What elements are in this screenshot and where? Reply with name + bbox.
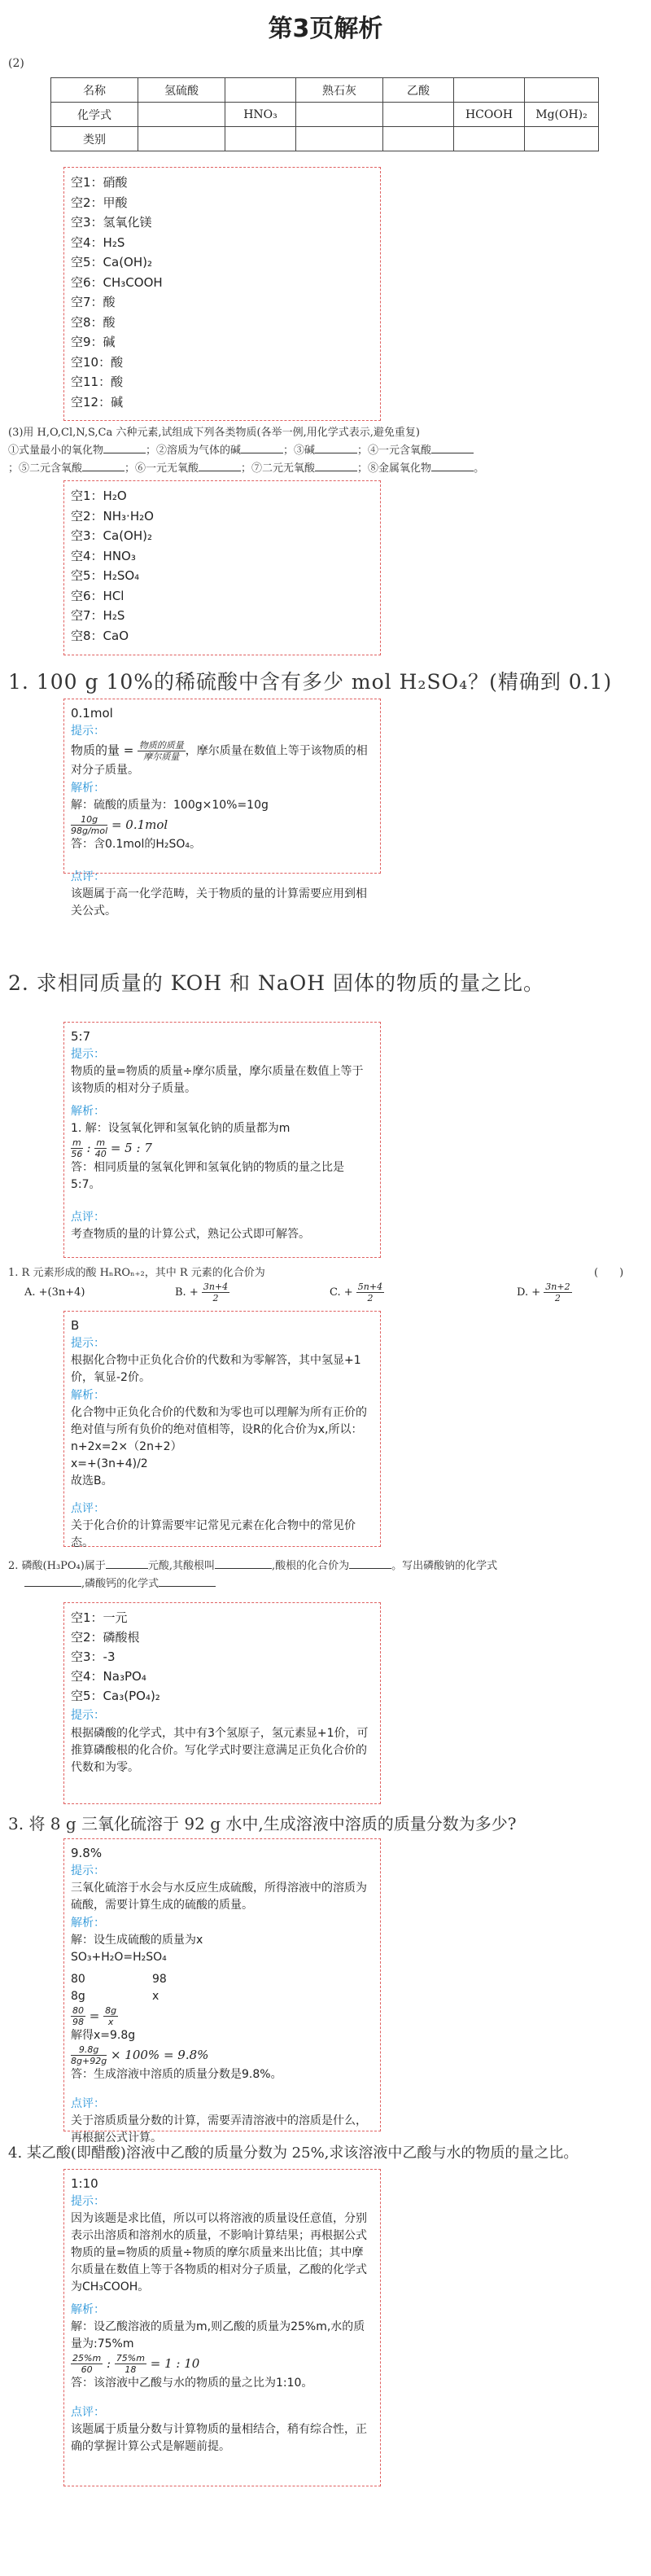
question-text: ；⑥一元无氧酸 bbox=[125, 462, 199, 475]
table-cell: 熟石灰 bbox=[296, 78, 383, 103]
answer-item: 空3：-3 bbox=[71, 1649, 116, 1664]
question-text: ；④一元含氧酸 bbox=[357, 445, 432, 457]
equals: = bbox=[89, 2009, 100, 2023]
stoich-value: 98 bbox=[152, 1973, 167, 1986]
answer-box-q1 bbox=[63, 699, 381, 918]
fraction bbox=[71, 2005, 85, 2027]
analysis-answer: 答：相同质量的氢氧化钾和氢氧化钠的物质的量之比是5:7。 bbox=[71, 1161, 344, 1191]
comment-text: 考查物质的量的计算公式，熟记公式即可解答。 bbox=[71, 1228, 310, 1241]
table-cell bbox=[454, 78, 525, 103]
analysis-formula bbox=[71, 814, 374, 836]
blank bbox=[215, 1568, 272, 1569]
question-text: 。写出磷酸钠的化学式 bbox=[391, 1560, 498, 1572]
answer-box-q3 bbox=[63, 1311, 381, 1547]
analysis-label: 解析： bbox=[71, 1917, 105, 1930]
denominator: 98 bbox=[72, 2017, 84, 2027]
analysis-label: 解析： bbox=[71, 2303, 105, 2316]
option-c bbox=[330, 1281, 384, 1303]
answer-paren: ( ) bbox=[594, 1267, 624, 1279]
option-label: C. + bbox=[330, 1286, 353, 1299]
numerator: 物质的质量 bbox=[138, 740, 184, 751]
hint-text: 根据磷酸的化学式，其中有3个氢原子，氢元素显+1价，可推算磷酸根的化合价。写化学式时要注意满足正负化合价的代数和为零。 bbox=[71, 1727, 369, 1774]
answer-item: 空3：氢氧化镁 bbox=[71, 215, 152, 230]
table-cell bbox=[454, 127, 525, 151]
comment-label: 点评： bbox=[71, 1211, 105, 1224]
answer-item: 空4：H₂S bbox=[71, 234, 125, 250]
fraction bbox=[356, 1281, 384, 1303]
denominator: x bbox=[107, 2017, 114, 2027]
question-3: 1. R 元素形成的酸 HₙROₙ₊₂，其中 R 元素的化合价为 bbox=[8, 1267, 265, 1279]
answer-item: 空8：酸 bbox=[71, 314, 116, 330]
comment-label: 点评： bbox=[71, 2097, 105, 2110]
stoich-value: 8g bbox=[71, 1990, 85, 2003]
question-text: ；③碱 bbox=[283, 445, 316, 457]
fraction bbox=[202, 1281, 229, 1303]
analysis-line: 1. 解：设氢氧化钾和氢氧化钠的质量都为m bbox=[71, 1122, 291, 1135]
denominator: 98g/mol bbox=[71, 826, 108, 836]
numerator: 5n+4 bbox=[357, 1281, 383, 1292]
fraction bbox=[138, 740, 186, 762]
answer-item: 空12：碱 bbox=[71, 394, 124, 410]
comment-label: 点评： bbox=[71, 1502, 105, 1515]
answer-item: 空1：硝酸 bbox=[71, 175, 128, 190]
table-cell bbox=[225, 78, 296, 103]
answer-text: B bbox=[71, 1318, 80, 1333]
hint-text: 物质的量=物质的质量÷摩尔质量，摩尔质量在数值上等于该物质的相对分子质量。 bbox=[71, 1065, 364, 1095]
table-row bbox=[51, 103, 599, 127]
denominator: 18 bbox=[125, 2364, 137, 2375]
stoich-table bbox=[71, 1971, 374, 2005]
question-text: ；②溶质为气体的碱 bbox=[146, 445, 242, 457]
result: = 5 : 7 bbox=[110, 1141, 152, 1155]
hint-text bbox=[71, 740, 374, 779]
hint-label: 提示： bbox=[71, 1709, 105, 1722]
ratio-formula: $\frac{25\%m}{60}$ : $\frac{75\%m}{18}$ = 1 : 10 bbox=[72, 2353, 200, 2375]
question-5: 3. 将 8 g 三氧化硫溶于 92 g 水中,生成溶液中溶质的质量分数为多少? bbox=[8, 1814, 517, 1833]
substance-table bbox=[50, 77, 599, 151]
analysis-answer: 答：生成溶液中溶质的质量分数是9.8%。 bbox=[71, 2068, 282, 2081]
row-label: 化学式 bbox=[51, 103, 138, 127]
analysis-line: x=+(3n+4)/2 bbox=[71, 1457, 148, 1470]
question-text: ；⑧金属氧化物 bbox=[357, 462, 432, 475]
question-text: 2. 磷酸(H₃PO₄)属于 bbox=[8, 1560, 106, 1572]
table-cell bbox=[296, 103, 383, 127]
numerator: 3n+2 bbox=[545, 1281, 570, 1292]
table-cell: 氢硫酸 bbox=[138, 78, 225, 103]
denominator: 2 bbox=[367, 1293, 374, 1303]
question-6: 4. 某乙酸(即醋酸)溶液中乙酸的质量分数为 25%,求该溶液中乙酸与水的物质的量之比。 bbox=[8, 2144, 579, 2162]
blank bbox=[349, 1568, 391, 1569]
question-text: 。 bbox=[474, 462, 485, 475]
option-b bbox=[175, 1281, 229, 1303]
question-text: ,酸根的化合价为 bbox=[272, 1560, 350, 1572]
analysis-answer: 答：该溶液中乙酸与水的物质的量之比为1:10。 bbox=[71, 2377, 313, 2390]
hint-label: 提示： bbox=[71, 1337, 105, 1350]
denominator: 40 bbox=[94, 1149, 107, 1159]
comment-text: 关于溶质质量分数的计算，需要弄清溶液中的溶质是什么，再根据公式计算。 bbox=[71, 2114, 367, 2144]
denominator: 60 bbox=[81, 2364, 93, 2375]
answer-item: 空4：Na₃PO₄ bbox=[71, 1669, 146, 1684]
hint-text: 因为该题是求比值，所以可以将溶液的质量设任意值，分别表示出溶质和溶剂水的质量，不影响计算结果；再根据公式物质的量=物质的质量÷物质的摩尔质量来出比值；其中摩尔质量在数值上等于各物质的相对分子质量，乙酸的化学式为CH₃COOH。 bbox=[71, 2212, 367, 2293]
question-2: 2. 求相同质量的 KOH 和 NaOH 固体的物质的量之比。 bbox=[8, 971, 544, 995]
answer-item: 空10：酸 bbox=[71, 354, 124, 370]
question-4 bbox=[8, 1557, 643, 1593]
question-text: ,磷酸钙的化学式 bbox=[81, 1578, 159, 1590]
answer-box-q2 bbox=[63, 1022, 381, 1258]
answer-box-q4 bbox=[63, 1602, 381, 1804]
numerator: 10g bbox=[71, 814, 107, 826]
answer-box-section-2 bbox=[63, 167, 381, 421]
analysis-formula: $\frac{m}{56}$ : $\frac{m}{40}$ = 5 : 7 bbox=[71, 1137, 152, 1159]
table-cell bbox=[383, 103, 454, 127]
denominator: 摩尔质量 bbox=[143, 751, 180, 762]
fraction bbox=[71, 814, 107, 836]
fraction bbox=[71, 2353, 103, 2375]
table-cell bbox=[525, 127, 599, 151]
analysis-line: SO₃+H₂O=H₂SO₄ bbox=[71, 1951, 167, 1964]
answer-item: 空6：CH₃COOH bbox=[71, 274, 163, 290]
numerator: 3n+4 bbox=[203, 1281, 229, 1292]
answer-item: 空11：酸 bbox=[71, 375, 124, 389]
question-line: (3)用 H,O,Cl,N,S,Ca 六种元素,试组成下列各类物质(各举一例,用化学式表示,避免重复) bbox=[8, 427, 420, 439]
answer-item: 空5：Ca₃(PO₄)₂ bbox=[71, 1689, 160, 1703]
section-2-label: (2) bbox=[8, 57, 24, 70]
answer-item: 空1：一元 bbox=[71, 1610, 128, 1625]
answer-item: 空7：H₂S bbox=[71, 608, 125, 623]
table-cell: 乙酸 bbox=[383, 78, 454, 103]
answer-item: 空9：碱 bbox=[71, 335, 116, 349]
numerator: m bbox=[96, 1137, 106, 1148]
answer-item: 空6：HCl bbox=[71, 588, 125, 603]
blank bbox=[24, 1586, 81, 1587]
answer-text: 5:7 bbox=[71, 1029, 91, 1044]
answer-item: 空5：H₂SO₄ bbox=[71, 568, 140, 583]
comment-text: 该题属于质量分数与计算物质的量相结合，稍有综合性，正确的掌握计算公式是解题前提。 bbox=[71, 2423, 367, 2453]
hint-label: 提示： bbox=[71, 1048, 105, 1061]
answer-text: 9.8% bbox=[71, 1846, 103, 1860]
question-text: ；⑤二元含氧酸 bbox=[8, 462, 83, 475]
numerator: 9.8g bbox=[71, 2044, 107, 2056]
table-cell bbox=[138, 103, 225, 127]
question-text: 元酸,其酸根叫 bbox=[147, 1560, 215, 1572]
numerator: 25%m bbox=[72, 2353, 102, 2364]
numerator: 80 bbox=[72, 2005, 84, 2016]
page-title: 第3页解析 bbox=[268, 15, 383, 43]
fraction bbox=[71, 2044, 107, 2066]
fraction bbox=[544, 1281, 571, 1303]
answer-item: 空3：Ca(OH)₂ bbox=[71, 528, 153, 543]
hint-rest: ，摩尔质量在数值上等于该物质的相对分子质量。 bbox=[71, 744, 368, 777]
answer-box-q6 bbox=[63, 2169, 381, 2486]
hint-text: 根据化合物中正负化合价的代数和为零解答，其中氢显+1价，氧显-2价。 bbox=[71, 1354, 361, 1384]
hint-label: 提示： bbox=[71, 2195, 105, 2208]
denominator: 2 bbox=[554, 1293, 561, 1303]
analysis-answer: 答：含0.1mol的H₂SO₄。 bbox=[71, 838, 202, 851]
comment-label: 点评： bbox=[71, 870, 105, 883]
answer-item: 空1：H₂O bbox=[71, 488, 127, 503]
answer-item: 空8：CaO bbox=[71, 628, 129, 643]
stoich-value: x bbox=[152, 1990, 159, 2003]
option-label: D. + bbox=[517, 1286, 541, 1299]
analysis-line: 化合物中正负化合价的代数和为零也可以理解为所有正价的绝对值与所有负价的绝对值相等，设R的化合价为x,所以：n+2x=2×（2n+2） bbox=[71, 1406, 367, 1453]
question-text: ①式量最小的氧化物 bbox=[8, 445, 104, 457]
fraction bbox=[71, 1137, 83, 1159]
analysis-line: 故选B。 bbox=[71, 1474, 113, 1487]
numerator: 75%m bbox=[116, 2353, 145, 2364]
hint-text: 三氧化硫溶于水会与水反应生成硫酸，所得溶液中的溶质为硫酸，需要计算生成的硫酸的质量。 bbox=[71, 1882, 367, 1912]
answer-text: 0.1mol bbox=[71, 706, 113, 721]
percent-formula bbox=[71, 2044, 374, 2066]
numerator: m bbox=[72, 1137, 81, 1148]
fraction bbox=[103, 2005, 118, 2027]
denominator: 2 bbox=[212, 1293, 219, 1303]
analysis-line: 解得x=9.8g bbox=[71, 2029, 136, 2042]
table-row bbox=[51, 127, 599, 151]
question-1: 1. 100 g 10%的稀硫酸中含有多少 mol H₂SO₄？(精确到 0.1) bbox=[8, 670, 613, 694]
denominator: 56 bbox=[71, 1149, 83, 1159]
answer-box-section-3 bbox=[63, 480, 381, 655]
comment-text: 该题属于高一化学范畴，关于物质的量的计算需要应用到相关公式。 bbox=[71, 887, 367, 918]
table-cell bbox=[138, 127, 225, 151]
denominator: 8g+92g bbox=[71, 2056, 107, 2066]
fraction bbox=[94, 1137, 107, 1159]
comment-label: 点评： bbox=[71, 2406, 105, 2419]
option-label: B. + bbox=[175, 1286, 199, 1299]
stoich-value: 80 bbox=[71, 1973, 85, 1986]
analysis-label: 解析： bbox=[71, 1105, 105, 1118]
table-cell bbox=[525, 78, 599, 103]
table-cell: Mg(OH)₂ bbox=[525, 103, 599, 127]
answer-item: 空4：HNO₃ bbox=[71, 548, 136, 563]
result: = 0.1mol bbox=[111, 817, 168, 832]
result: = 1 : 10 bbox=[150, 2356, 200, 2371]
analysis-line: 解：硫酸的质量为：100g×10%=10g bbox=[71, 799, 269, 812]
analysis-label: 解析： bbox=[71, 782, 105, 795]
section-3-question bbox=[8, 423, 643, 475]
answer-item: 空2：甲酸 bbox=[71, 195, 128, 210]
table-row bbox=[51, 78, 599, 103]
blank bbox=[159, 1586, 216, 1587]
hint-label: 提示： bbox=[71, 1864, 105, 1877]
hint-formula: 物质的量 = bbox=[71, 743, 134, 758]
row-label: 类别 bbox=[51, 127, 138, 151]
answer-item: 空2：磷酸根 bbox=[71, 1630, 140, 1645]
table-cell bbox=[383, 127, 454, 151]
analysis-label: 解析： bbox=[71, 1389, 105, 1402]
answer-item: 空2：NH₃·H₂O bbox=[71, 508, 154, 524]
result: × 100% = 9.8% bbox=[110, 2048, 209, 2062]
blank bbox=[106, 1568, 148, 1569]
option-a: A. +(3n+4) bbox=[24, 1286, 85, 1299]
hint-label: 提示： bbox=[71, 725, 105, 738]
analysis-line: 解：设乙酸溶液的质量为m,则乙酸的质量为25%m,水的质量为:75%m bbox=[71, 2320, 365, 2350]
table-cell bbox=[296, 127, 383, 151]
numerator: 8g bbox=[105, 2005, 117, 2016]
answer-text: 1:10 bbox=[71, 2176, 98, 2191]
answer-item: 空5：Ca(OH)₂ bbox=[71, 255, 153, 269]
option-d bbox=[517, 1281, 572, 1303]
table-cell bbox=[225, 127, 296, 151]
table-cell: HNO₃ bbox=[225, 103, 296, 127]
comment-text: 关于化合价的计算需要牢记常见元素在化合物中的常见价态。 bbox=[71, 1519, 356, 1549]
question-text: ；⑦二元无氧酸 bbox=[241, 462, 316, 475]
analysis-line: 解：设生成硫酸的质量为x bbox=[71, 1934, 203, 1947]
fraction bbox=[115, 2353, 146, 2375]
answer-item: 空7：酸 bbox=[71, 295, 116, 309]
answer-box-q5 bbox=[63, 1838, 381, 2144]
row-label: 名称 bbox=[51, 78, 138, 103]
table-cell: HCOOH bbox=[454, 103, 525, 127]
proportion-formula bbox=[71, 2005, 374, 2027]
